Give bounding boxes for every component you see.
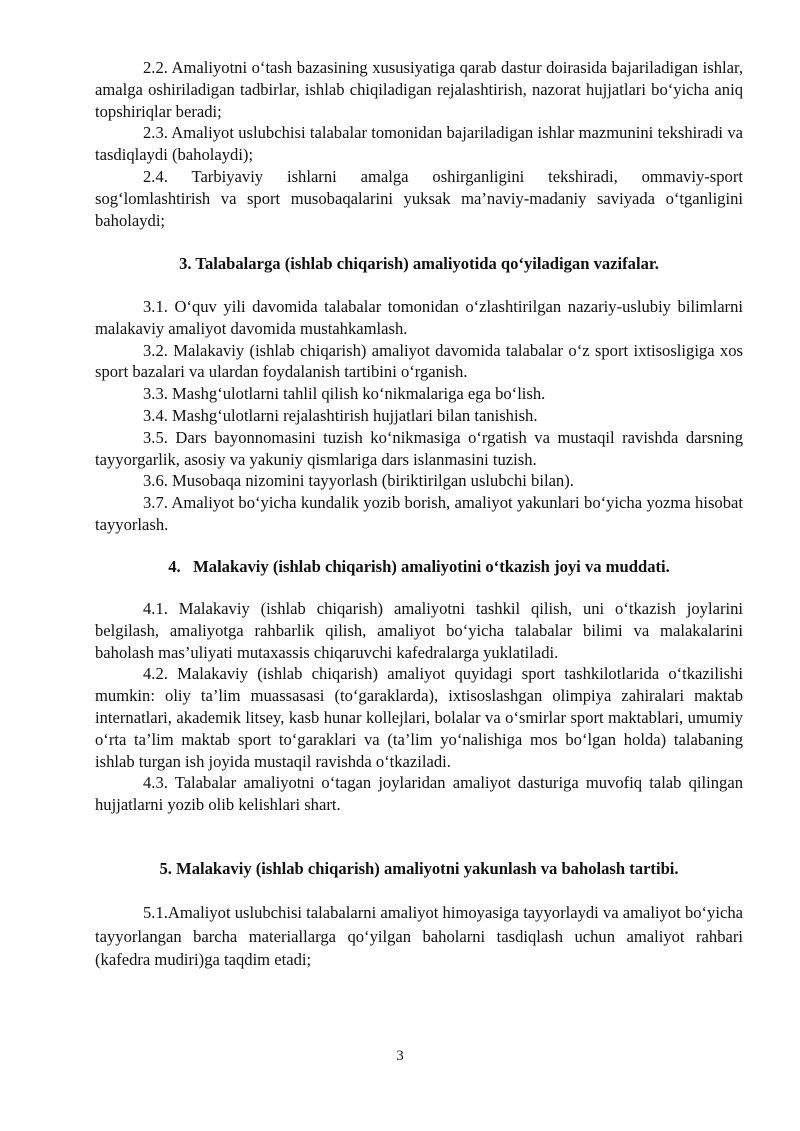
section-5-heading-block — [95, 858, 743, 880]
paragraph-3-6: 3.6. Musobaqa nizomini tayyorlash (biriktirilgan uslubchi bilan). — [143, 471, 574, 491]
paragraph-4-1: 4.1. Malakaviy (ishlab chiqarish) amaliyotni tashkil qilish, uni o‘tkazish joylarini belgilash, amaliyotga rahbarlik qilish, amaliyot bo‘yicha talabalar bilimi va malakalarini baholash mas’uliyati mutaxassis chiqaruvchi kafedralarga yuklatiladi. — [95, 599, 743, 662]
paragraph-5-1: 5.1.Amaliyot uslubchisi talabalarni amaliyot himoyasiga tayyorlaydi va amaliyot bo‘yicha tayyorlangan barcha materiallarga qo‘yilgan baholarni tasdiqlash uchun amaliyot rahbari (kafedra mudiri)ga taqdim etadi; — [95, 903, 743, 970]
section-4-heading: 4. Malakaviy (ishlab chiqarish) amaliyotini o‘tkazish joyi va muddati. — [168, 557, 670, 576]
paragraph-3-4: 3.4. Mashg‘ulotlarni rejalashtirish hujjatlari bilan tanishish. — [143, 405, 538, 425]
section-5-body — [95, 901, 743, 972]
paragraph-2-4: 2.4. Tarbiyaviy ishlarni amalga oshirganligini tekshiradi, ommaviy-sport sog‘lomlashtirish va sport musobaqalarini yuksak ma’naviy-madaniy saviyada o‘tganligini baholaydi; — [95, 166, 743, 230]
paragraph-3-5: 3.5. Dars bayonnomasini tuzish ko‘nikmasiga o‘rgatish va mustaqil ravishda darsning tayyorgarlik, asosiy va yakuniy qismlariga dars islanmasini tuzish. — [95, 427, 743, 469]
paragraph-3-7: 3.7. Amaliyot bo‘yicha kundalik yozib borish, amaliyot yakunlari bo‘yicha yozma hisobat tayyorlash. — [95, 493, 743, 534]
page-number: 3 — [396, 1048, 404, 1064]
section-2-body — [95, 57, 743, 231]
section-3-heading: 3. Talabalarga (ishlab chiqarish) amaliyotida qo‘yiladigan vazifalar. — [179, 254, 659, 273]
section-5-heading: 5. Malakaviy (ishlab chiqarish) amaliyotni yakunlash va baholash tartibi. — [159, 859, 679, 878]
paragraph-3-3: 3.3. Mashg‘ulotlarni tahlil qilish ko‘nikmalariga ega bo‘lish. — [143, 384, 546, 404]
section-3-heading-block — [95, 253, 743, 275]
paragraph-3-1: 3.1. O‘quv yili davomida talabalar tomonidan o‘zlashtirilgan nazariy-uslubiy bilimlarni malakaviy amaliyot davomida mustahkamlash. — [95, 297, 743, 338]
paragraph-4-3: 4.3. Talabalar amaliyotni o‘tagan joylaridan amaliyot dasturiga muvofiq talab qilingan hujjatlarni yozib olib kelishlari shart. — [95, 773, 743, 815]
paragraph-2-2: 2.2. Amaliyotni o‘tash bazasining xususiyatiga qarab dastur doirasida bajariladigan ishlar, amalga oshiriladigan tadbirlar, ishlab chiqiladigan rejalashtirish, nazorat hujjatlari bo‘yicha aniq topshiriqlar beradi; — [95, 58, 743, 121]
section-4-heading-block — [95, 556, 743, 578]
section-3-body — [95, 296, 743, 536]
section-4-body — [95, 598, 743, 816]
paragraph-3-2: 3.2. Malakaviy (ishlab chiqarish) amaliyot davomida talabalar o‘z sport ixtisosligiga xos sport bazalari va ulardan foydalanish tartibini o‘rganish. — [95, 340, 743, 382]
paragraph-4-2: 4.2. Malakaviy (ishlab chiqarish) amaliyot quyidagi sport tashkilotlarida o‘tkazilishi mumkin: oliy ta’lim muassasasi (to‘garaklarda), ixtisoslashgan olimpiya zahiralari maktab internatlari, akademik litsey, kasb hunar kollejlari, bolalar va o‘smirlar sport maktablari, umumiy o‘rta ta’lim maktab sport to‘garaklari va (ta’lim yo‘nalishiga mos bo‘lgan holda) talabaning ishlab turgan ish joyida mustaqil ravishda o‘tkaziladi. — [95, 664, 743, 771]
paragraph-2-3: 2.3. Amaliyot uslubchisi talabalar tomonidan bajariladigan ishlar mazmunini tekshiradi va tasdiqlaydi (baholaydi); — [95, 123, 743, 165]
